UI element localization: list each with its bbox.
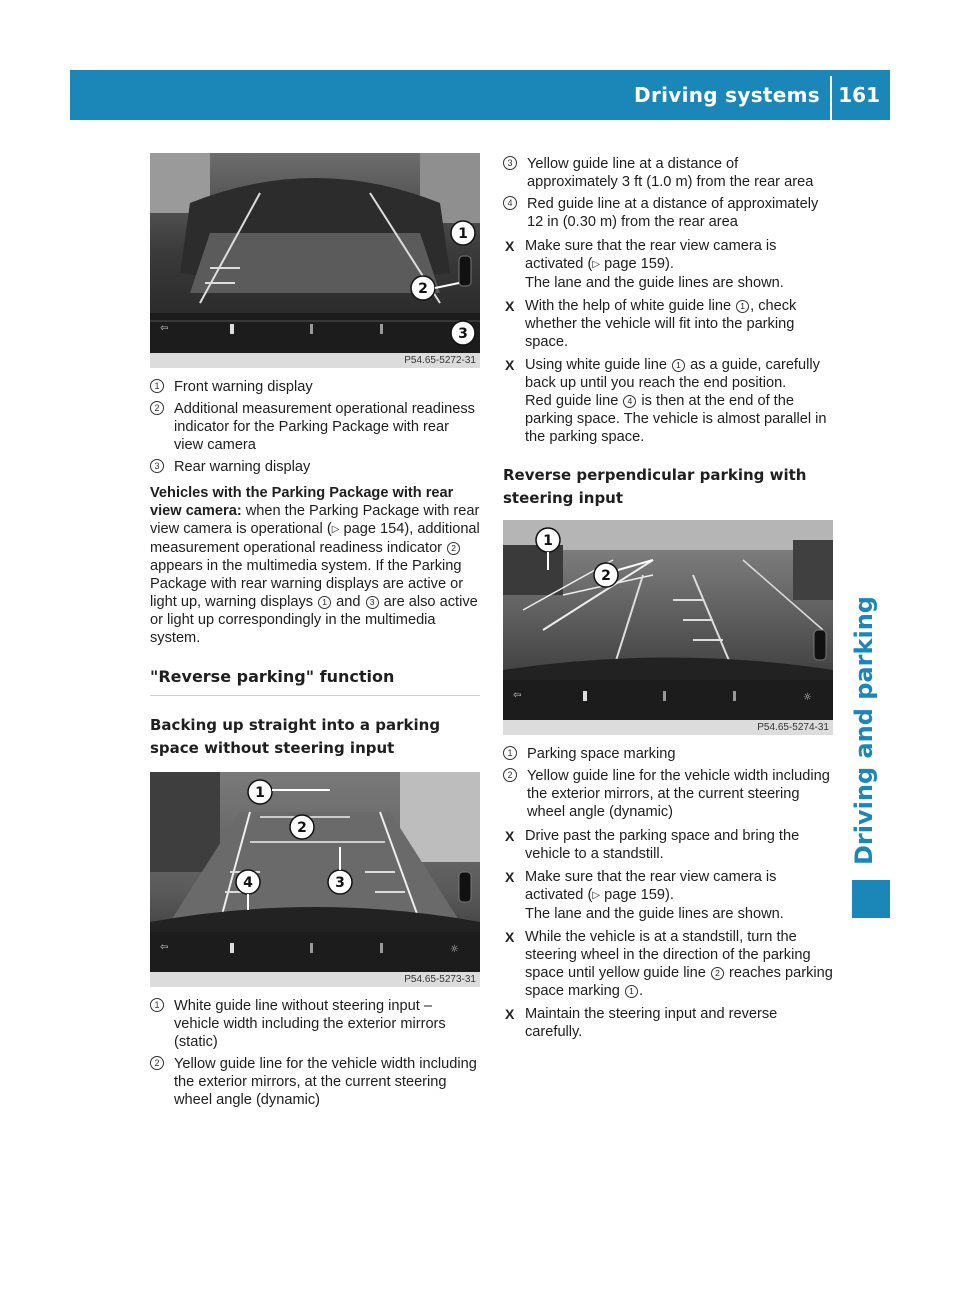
text-run: Make sure that the rear view camera is activated ( [525, 238, 777, 272]
text-run: With the help of white guide line [525, 298, 736, 314]
callout-1-label: 1 [458, 226, 468, 242]
text-run: Red guide line [525, 393, 623, 409]
legend-list-3 [503, 745, 833, 821]
legend-list-1 [150, 378, 480, 476]
inline-callout: 4 [623, 395, 636, 408]
inline-callout: 1 [625, 985, 638, 998]
legend-number: 1 [150, 379, 164, 393]
inline-callout: 2 [711, 967, 724, 980]
page-ref-arrow: ▷ [331, 524, 340, 535]
vehicles-label: Vehicles with the Parking Package with rear view camera: [150, 485, 454, 519]
inline-callout: 1 [318, 596, 331, 609]
text-run: Maintain the steering input and reverse carefully. [525, 1006, 778, 1040]
step-marker: X [505, 828, 515, 844]
text-run: appears in the multimedia system. If the Parking Package with rear warning displays are active or light up, warning displays [150, 558, 464, 610]
figure-code: P54.65-5272-31 [404, 355, 476, 366]
inline-callout: 2 [447, 542, 460, 555]
figure-camera-view-2 [150, 772, 480, 987]
text-run: reaches parking space marking [525, 965, 833, 999]
camera-image-2 [150, 772, 480, 972]
instruction-step [503, 1005, 833, 1041]
legend-number: 3 [150, 459, 164, 473]
legend-number: 2 [503, 768, 517, 782]
svg-text:☼: ☼ [450, 944, 459, 955]
inline-callout: 1 [672, 359, 685, 372]
page-ref-link[interactable]: page 159 [604, 256, 665, 272]
legend-number: 1 [503, 746, 517, 760]
instruction-step [503, 827, 833, 863]
inline-callout: 3 [366, 596, 379, 609]
text-run: The lane and the guide lines are shown. [525, 275, 784, 291]
text-run: . [638, 983, 644, 999]
subsection-title: Reverse perpendicular parking with steering input [503, 466, 807, 507]
callout-3-label: 3 [335, 875, 345, 891]
callout-2-label: 2 [297, 820, 307, 836]
side-chapter-tab [852, 880, 890, 918]
text-run: and [332, 594, 365, 610]
svg-text:⇦: ⇦ [160, 942, 169, 953]
page-ref-arrow: ▷ [592, 259, 601, 270]
callout-1-label: 1 [543, 533, 553, 549]
page-ref-link[interactable]: page 154 [343, 521, 405, 537]
text-run: Using white guide line [525, 357, 672, 373]
side-chapter-label: Driving and parking [850, 596, 878, 865]
text-run: ). [664, 256, 674, 272]
page-number: 161 [838, 83, 880, 107]
text-run: as a guide, carefully back up until you reach the end position. [525, 357, 820, 391]
legend-number: 2 [150, 401, 164, 415]
step-marker: X [505, 298, 515, 314]
svg-text:☼: ☼ [803, 692, 812, 703]
legend-number: 3 [503, 156, 517, 170]
header-separator [830, 76, 832, 120]
legend-item [503, 767, 833, 821]
section-title: "Reverse parking" function [150, 665, 480, 696]
legend-item [503, 155, 833, 191]
text-run: Make sure that the rear view camera is activated ( [525, 869, 777, 903]
text-run: is then at the end of the parking space. The vehicle is almost parallel in the parking space. [525, 393, 827, 445]
legend-text: Yellow guide line for the vehicle width including the exterior mirrors, at the current steering wheel angle (dynamic) [527, 768, 830, 820]
step-marker: X [505, 869, 515, 885]
legend-item [503, 745, 833, 763]
legend-item [150, 1055, 480, 1109]
callout-1-label: 1 [255, 785, 265, 801]
text-run: While the vehicle is at a standstill, turn the steering wheel in the direction of the parking space until yellow guide line [525, 929, 811, 981]
callout-2-label: 2 [601, 568, 611, 584]
figure-code: P54.65-5274-31 [757, 722, 829, 733]
callout-4-label: 4 [243, 875, 253, 891]
text-run: , check whether the vehicle will fit into the parking space. [525, 298, 797, 350]
text-run: Drive past the parking space and bring the vehicle to a standstill. [525, 828, 800, 862]
legend-item [503, 195, 833, 231]
legend-list-2 [150, 997, 480, 1109]
right-column [503, 155, 833, 1046]
inline-callout: 1 [736, 300, 749, 313]
subsection-title: Backing up straight into a parking space without steering input [150, 716, 441, 757]
figure-camera-view-1 [150, 153, 480, 368]
legend-list-continued [503, 155, 833, 231]
left-column [150, 153, 480, 1113]
legend-number: 2 [150, 1056, 164, 1070]
svg-text:⇦: ⇦ [513, 690, 522, 701]
legend-item [150, 458, 480, 476]
vehicles-paragraph [150, 484, 480, 647]
legend-text: Front warning display [174, 379, 313, 395]
svg-text:⇦: ⇦ [160, 323, 169, 334]
step-marker: X [505, 929, 515, 945]
page-ref-arrow: ▷ [592, 890, 601, 901]
camera-image-1 [150, 153, 480, 353]
instruction-step [503, 928, 833, 1000]
legend-number: 4 [503, 196, 517, 210]
step-marker: X [505, 1006, 515, 1022]
legend-text: White guide line without steering input – vehicle width including the exterior mirrors (static) [174, 998, 446, 1050]
callout-3-label: 3 [458, 326, 468, 342]
callout-2-label: 2 [418, 281, 428, 297]
figure-camera-view-3 [503, 520, 833, 735]
legend-item [150, 400, 480, 454]
figure-code: P54.65-5273-31 [404, 974, 476, 985]
legend-item [150, 997, 480, 1051]
legend-text: Yellow guide line for the vehicle width including the exterior mirrors, at the current steering wheel angle (dynamic) [174, 1056, 477, 1108]
camera-image-3 [503, 520, 833, 720]
text-run: The lane and the guide lines are shown. [525, 906, 784, 922]
legend-text: Yellow guide line at a distance of approximately 3 ft (1.0 m) from the rear area [527, 156, 814, 190]
page-ref-link[interactable]: page 159 [604, 887, 665, 903]
legend-text: Rear warning display [174, 459, 311, 475]
instruction-step [503, 237, 833, 292]
header-title: Driving systems [634, 83, 820, 107]
text-run: ), additional measurement operational readiness indicator [150, 521, 480, 556]
instruction-step [503, 297, 833, 351]
legend-text: Parking space marking [527, 746, 676, 762]
page-header [70, 70, 890, 120]
legend-number: 1 [150, 998, 164, 1012]
text-run: are also active or light up correspondingly in the multimedia system. [150, 594, 478, 646]
legend-text: Red guide line at a distance of approximately 12 in (0.30 m) from the rear area [527, 196, 819, 230]
legend-item [150, 378, 480, 396]
instruction-step [503, 868, 833, 923]
legend-text: Additional measurement operational readiness indicator for the Parking Package with rear view camera [174, 401, 475, 453]
instruction-step [503, 356, 833, 446]
text-run: when the Parking Package with rear view camera is operational ( [150, 503, 480, 537]
text-run: ). [664, 887, 674, 903]
step-marker: X [505, 357, 515, 373]
step-marker: X [505, 238, 515, 254]
